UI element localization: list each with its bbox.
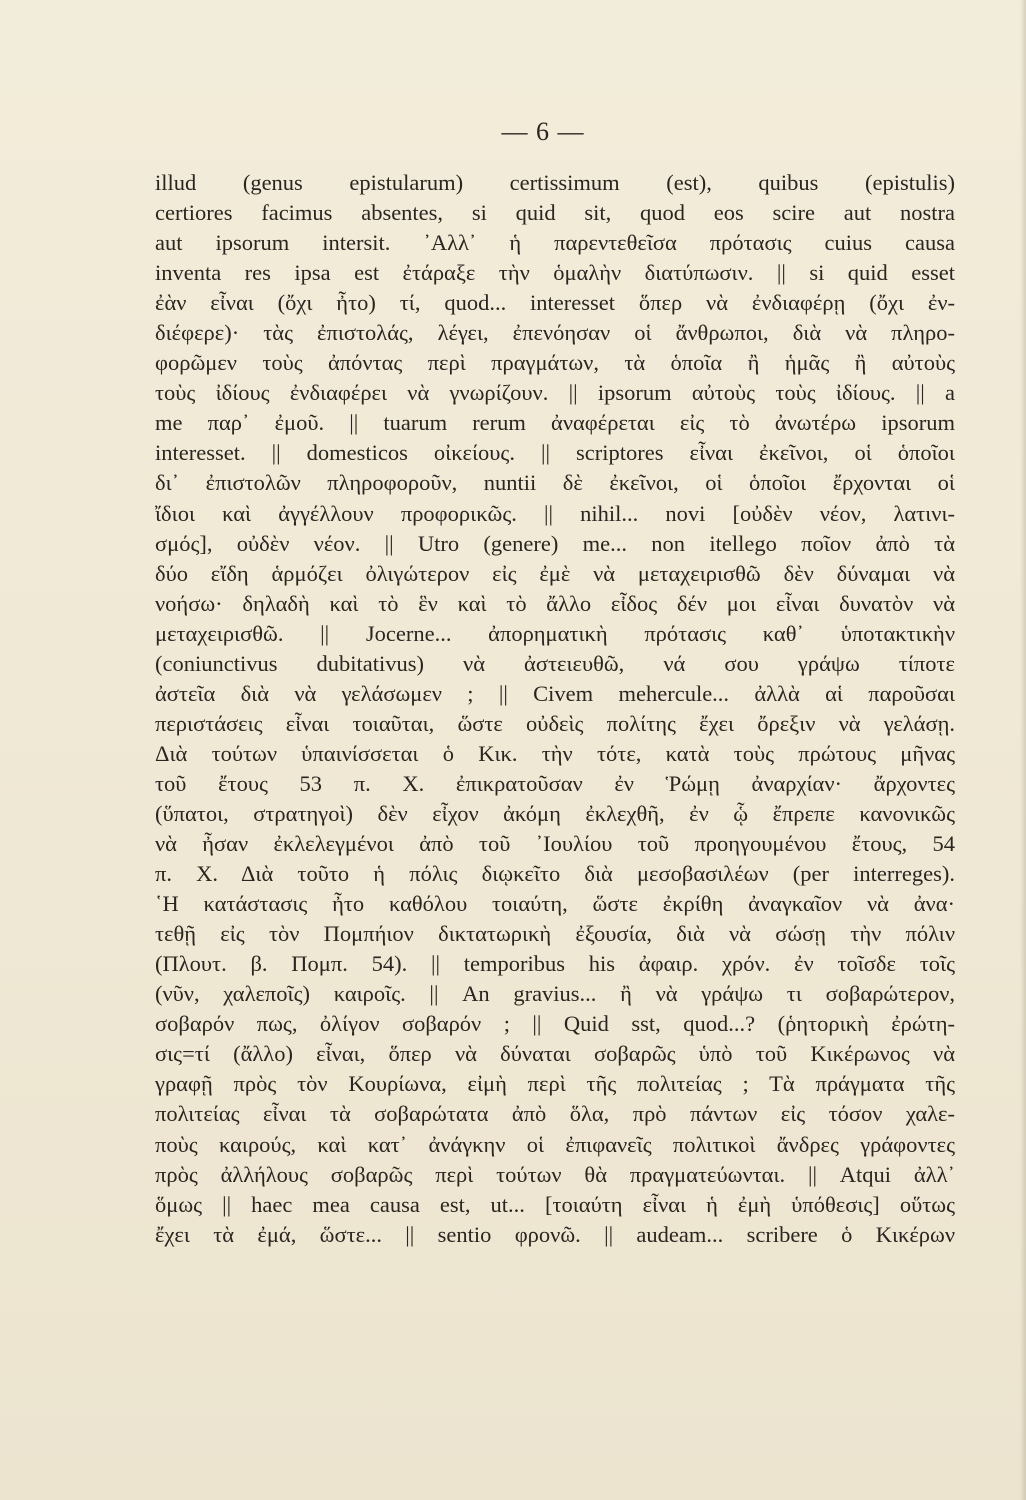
text-line: (Πλουτ. β. Πομπ. 54). || temporibus his ἀφαιρ. χρόν. ἐν τοῖσδε τοῖς bbox=[155, 951, 955, 977]
text-line: τοῦ ἔτους 53 π. Χ. ἐπικρατοῦσαν ἐν Ῥώμῃ ἀναρχίαν· ἄρχοντες bbox=[155, 770, 955, 796]
body-text bbox=[155, 168, 955, 1250]
text-line: certiores facimus absentes, si quid sit, quod eos scire aut nostra bbox=[155, 200, 955, 226]
text-line: σοβαρόν πως, ὀλίγον σοβαρόν ; || Quid sst, quod...? (ῥητορικὴ ἐρώτη- bbox=[155, 1011, 955, 1037]
text-line: Διὰ τούτων ὑπαινίσσεται ὁ Κικ. τὴν τότε, κατὰ τοὺς πρώτους μῆνας bbox=[155, 740, 955, 766]
text-line: περιστάσεις εἶναι τοιαῦται, ὥστε οὐδεὶς πολίτης ἔχει ὄρεξιν νὰ γελάσῃ. bbox=[155, 710, 955, 736]
text-line: νὰ ἦσαν ἐκλελεγμένοι ἀπὸ τοῦ ᾿Ιουλίου τοῦ προηγουμένου ἔτους, 54 bbox=[155, 831, 955, 857]
text-line: πολιτείας εἶναι τὰ σοβαρώτατα ἀπὸ ὅλα, πρὸ πάντων εἰς τόσον χαλε- bbox=[155, 1101, 955, 1127]
text-line: (νῦν, χαλεποῖς) καιροῖς. || An gravius... ἢ νὰ γράψω τι σοβαρώτερον, bbox=[155, 981, 955, 1007]
page-number: — 6 — bbox=[501, 117, 585, 146]
text-line: ἀστεῖα διὰ νὰ γελάσωμεν ; || Civem mehercule... ἀλλὰ αἱ παροῦσαι bbox=[155, 680, 955, 706]
text-line: aut ipsorum intersit. ᾿Αλλ᾿ ἡ παρεντεθεῖσα πρότασις cuius causa bbox=[155, 230, 955, 256]
text-line: πρὸς ἀλλήλους σοβαρῶς περὶ τούτων θὰ πραγματεύωνται. || Atqui ἀλλ᾿ bbox=[155, 1161, 955, 1187]
text-line: τεθῇ εἰς τὸν Πομπήιον δικτατωρικὴ ἐξουσία, διὰ νὰ σώσῃ τὴν πόλιν bbox=[155, 921, 955, 947]
text-line: (coniunctivus dubitativus) νὰ ἀστειευθῶ, νά σου γράψω τίποτε bbox=[155, 650, 955, 676]
page-edge-shadow bbox=[1020, 0, 1026, 1500]
text-line: ἔχει τὰ ἐμά, ὥστε... || sentio φρονῶ. || audeam... scribere ὁ Κικέρων bbox=[155, 1221, 955, 1247]
text-line: inventa res ipsa est ἐτάραξε τὴν ὁμαλὴν διατύπωσιν. || si quid esset bbox=[155, 260, 955, 286]
text-line: illud (genus epistularum) certissimum (est), quibus (epistulis) bbox=[155, 170, 955, 195]
text-line: (ὕπατοι, στρατηγοὶ) δὲν εἶχον ἀκόμη ἐκλεχθῆ, ἐν ᾧ ἔπρεπε κανονικῶς bbox=[155, 800, 955, 826]
text-line: ἴδιοι καὶ ἀγγέλλουν προφορικῶς. || nihil... novi [οὐδὲν νέον, λατινι- bbox=[155, 500, 955, 526]
text-line: ἐὰν εἶναι (ὄχι ἦτο) τί, quod... interesset ὅπερ νὰ ἐνδιαφέρῃ (ὄχι ἐν- bbox=[155, 290, 955, 316]
text-line: δύο εἴδη ἁρμόζει ὀλιγώτερον εἰς ἐμὲ νὰ μεταχειρισθῶ δὲν δύναμαι νὰ bbox=[155, 560, 955, 586]
text-line: ποὺς καιρούς, καὶ κατ᾿ ἀνάγκην οἱ ἐπιφανεῖς πολιτικοὶ ἄνδρες γράφοντες bbox=[155, 1131, 955, 1157]
text-line: τοὺς ἰδίους ἐνδιαφέρει νὰ γνωρίζουν. || ipsorum αὐτοὺς τοὺς ἰδίους. || a bbox=[155, 380, 955, 406]
text-line: interesset. || domesticos οἰκείους. || scriptores εἶναι ἐκεῖνοι, οἱ ὁποῖοι bbox=[155, 440, 955, 466]
text-line: μεταχειρισθῶ. || Jocerne... ἀπορηματικὴ πρότασις καθ᾿ ὑποτακτικὴν bbox=[155, 620, 955, 646]
text-line: σμός], οὐδὲν νέον. || Utro (genere) me... non itellego ποῖον ἀπὸ τὰ bbox=[155, 530, 955, 556]
text-line: me παρ᾿ ἐμοῦ. || tuarum rerum ἀναφέρεται εἰς τὸ ἀνωτέρω ipsorum bbox=[155, 410, 955, 436]
text-line: νοήσω· δηλαδὴ καὶ τὸ ἓν καὶ τὸ ἄλλο εἶδος δέν μοι εἶναι δυνατὸν νὰ bbox=[155, 590, 955, 616]
text-line: δι᾿ ἐπιστολῶν πληροφοροῦν, nuntii δὲ ἐκεῖνοι, οἱ ὁποῖοι ἔρχονται οἱ bbox=[155, 470, 955, 496]
text-line: σις=τί (ἄλλο) εἶναι, ὅπερ νὰ δύναται σοβαρῶς ὑπὸ τοῦ Κικέρωνος νὰ bbox=[155, 1041, 955, 1067]
text-line: π. Χ. Διὰ τοῦτο ἡ πόλις διῳκεῖτο διὰ μεσοβασιλέων (per interreges). bbox=[155, 861, 955, 887]
text-line: φορῶμεν τοὺς ἀπόντας περὶ πραγμάτων, τὰ ὁποῖα ἢ ἡμᾶς ἢ αὐτοὺς bbox=[155, 350, 955, 376]
text-line: γραφῇ πρὸς τὸν Κουρίωνα, εἰμὴ περὶ τῆς πολιτείας ; Τὰ πράγματα τῆς bbox=[155, 1071, 955, 1097]
text-line: ῾Η κατάστασις ἦτο καθόλου τοιαύτη, ὥστε ἐκρίθη ἀναγκαῖον νὰ ἀνα· bbox=[155, 891, 955, 917]
text-line: διέφερε)· τὰς ἐπιστολάς, λέγει, ἐπενόησαν οἱ ἄνθρωποι, διὰ νὰ πληρο- bbox=[155, 320, 955, 346]
text-line: ὅμως || haec mea causa est, ut... [τοιαύτη εἶναι ἡ ἐμὴ ὑπόθεσις] οὕτως bbox=[155, 1191, 955, 1217]
